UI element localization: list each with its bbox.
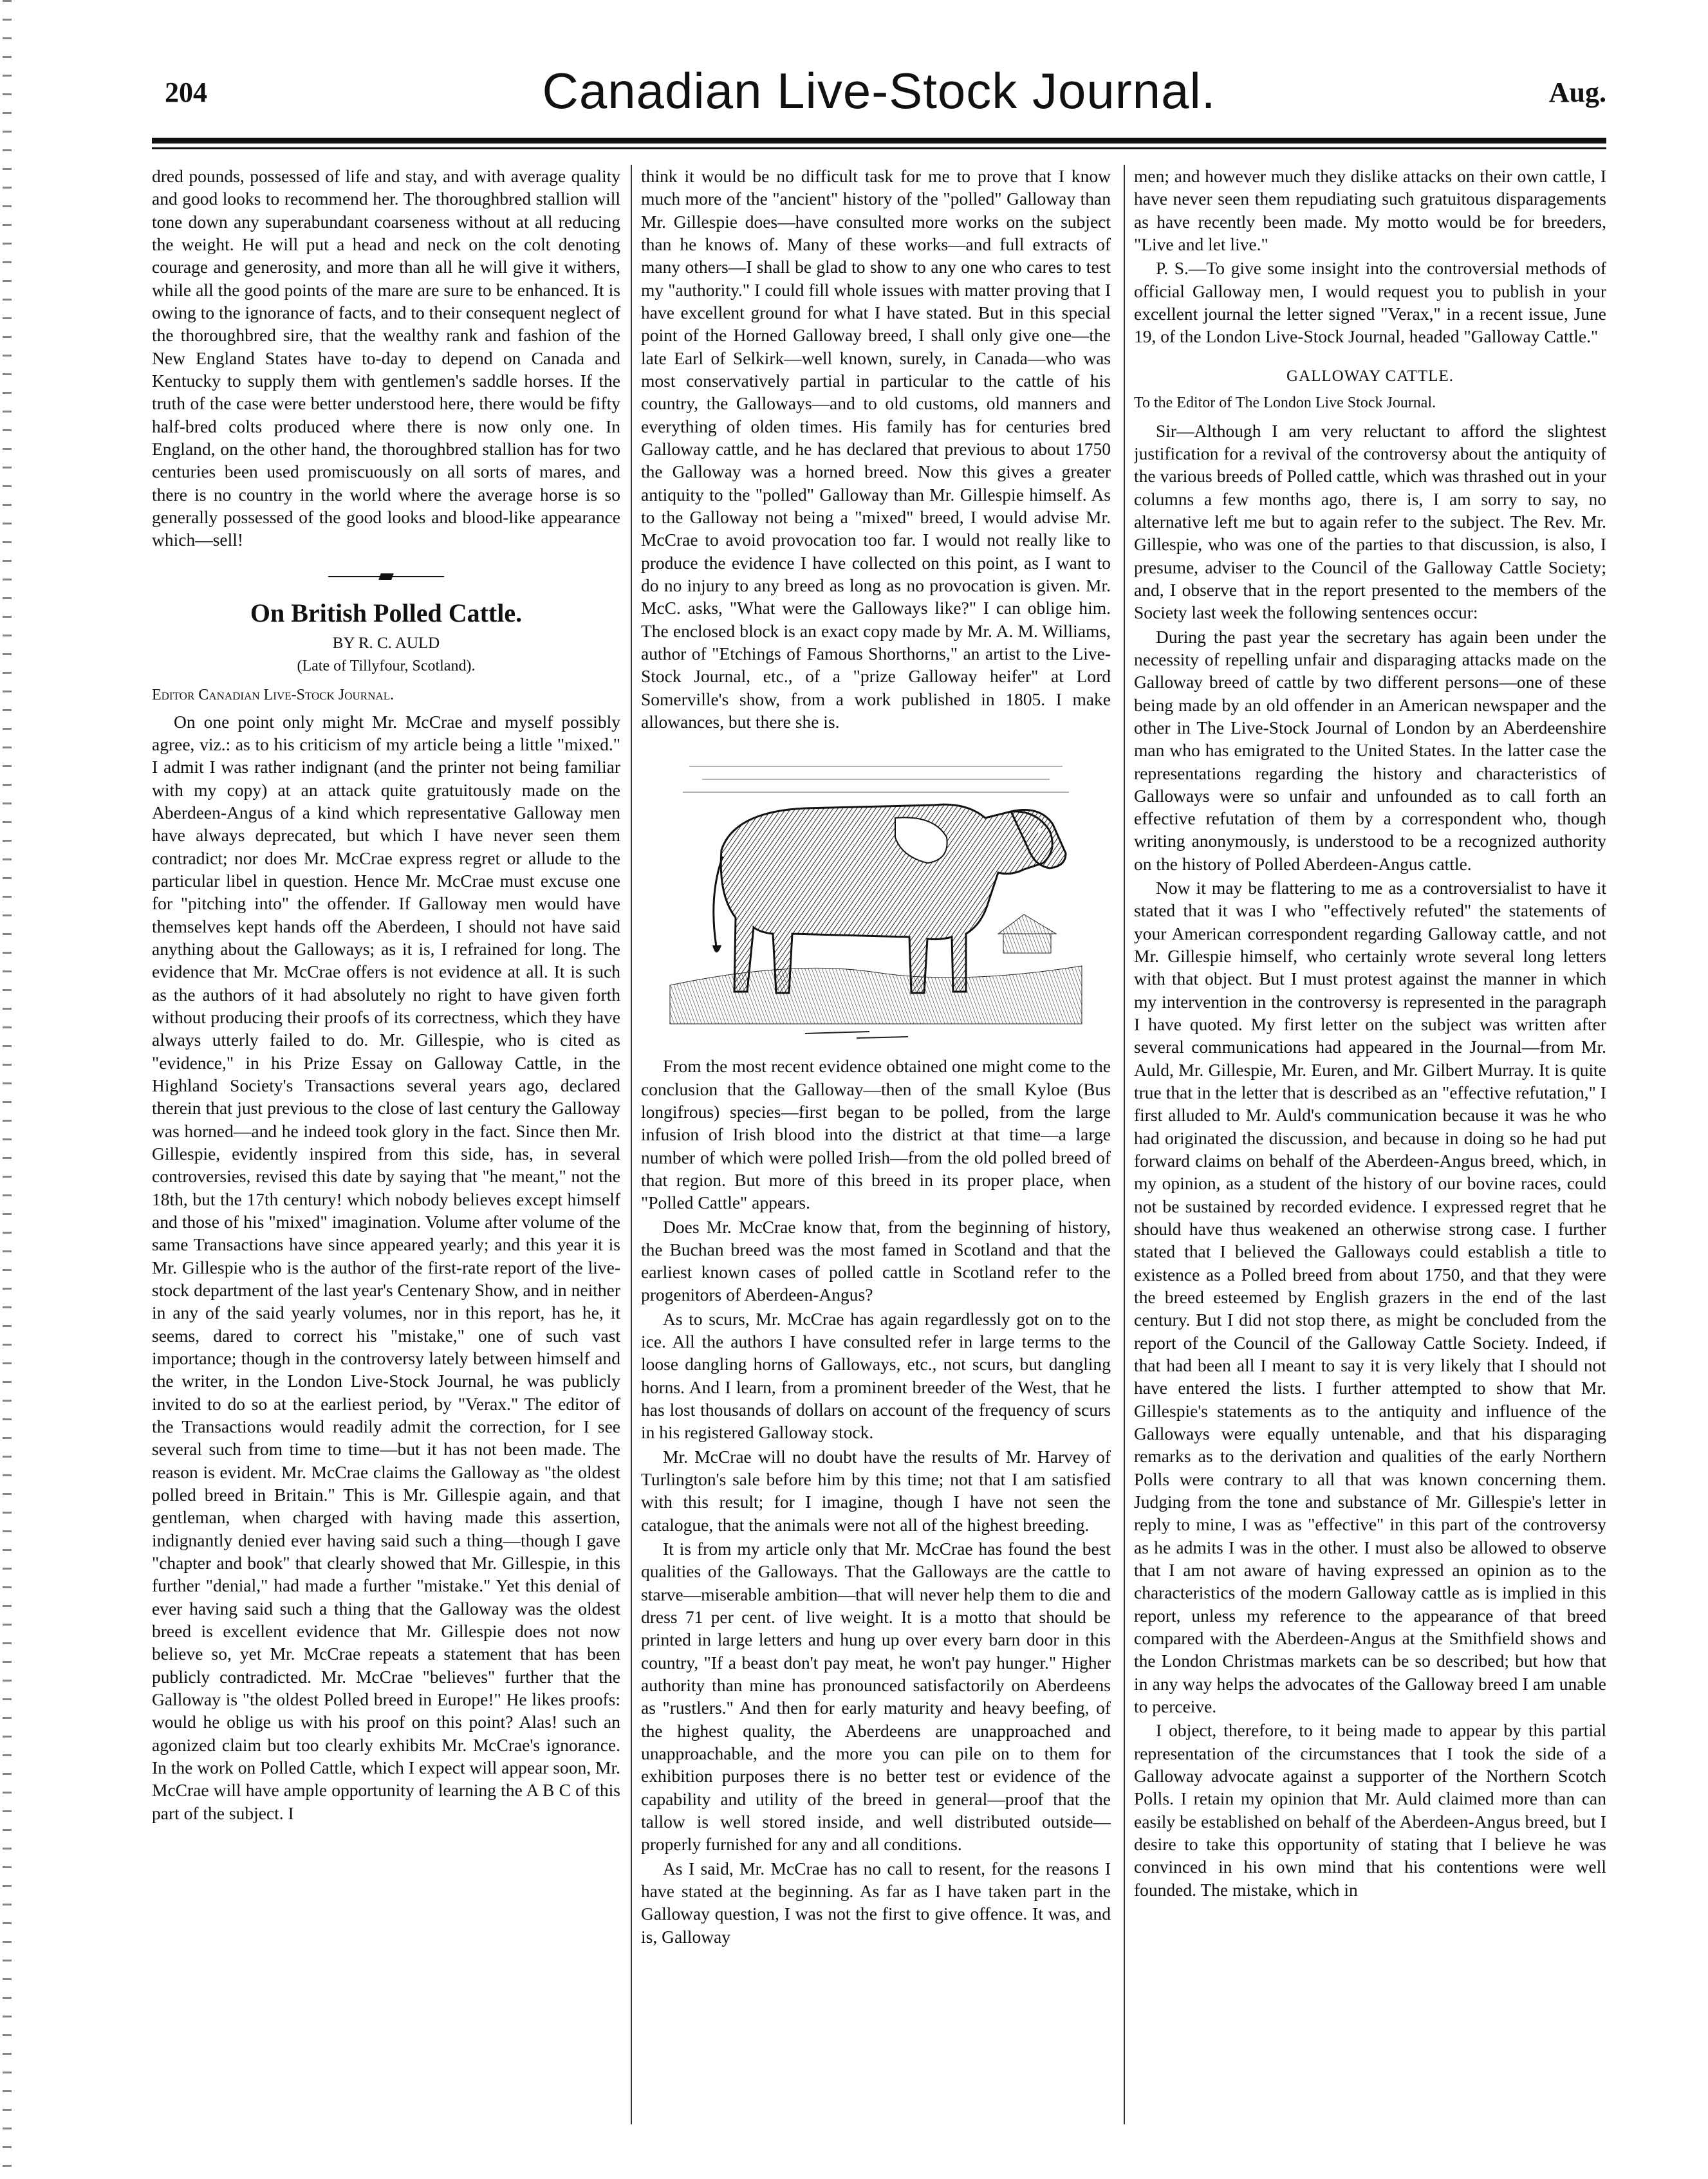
column-left: [152, 165, 620, 2124]
paragraph: Does Mr. McCrae know that, from the beginning of history, the Buchan breed was the most famed in Scotland and that the earliest known cases of polled cattle in Scotland refer to the progenitors of Aberdeen-Angus?: [641, 1216, 1111, 1305]
header-rule-thick: [152, 138, 1606, 144]
paragraph: Now it may be flattering to me as a controversialist to have it stated that it was I who "effectively refuted" the statements of your American correspondent regarding Galloway cattle, and not Mr. Gillespie himself, who certainly wrote several long letters with that object. But I must protest against the manner in which my intervention in the controversy is represented in the paragraph I have quoted. My first letter on the subject was written after several communications had appeared in the Journal—from Mr. Auld, Mr. Gillespie, Mr. Euren, and Mr. Gilbert Murray. It is quite true that in the letter that is described as an "effective refutation," I first alluded to Mr. Auld's communication because it was he who had originated the discussion, and because in doing so he had put forward claims on behalf of the Aberdeen-Angus breed, which, in my opinion, as a student of the history of our bovine races, could not be sustained by recorded evidence. I expressed regret that he should have thus weakened an otherwise strong case. I further stated that I believed the Galloways could establish a title to existence as a Polled breed from about 1750, and that they were the breed esteemed by English grazers in the end of the last century. But I did not stop there, as might be concluded from the report of the Council of the Galloway Cattle Society. Indeed, if that had been all I meant to say it is very likely that I should not have entered the lists. I further attempted to show that Mr. Gillespie's statements as to the antiquity and influence of the Galloways were equally untenable, and that his disparaging remarks as to the derivation and qualities of the early Northern Polls were contrary to all that was known concerning them. Judging from the tone and substance of Mr. Gillespie's letter in reply to mine, I was as "effective" in this part of the controversy as he admits I was in the other. I must also be allowed to observe that I am not aware of having expressed an opinion as to the characteristics of the modern Galloway cattle as is implied in this report, unless my reference to the appearance of that breed compared with the Aberdeen-Angus at the Smithfield shows and the London Christmas markets can be so described; but how that in any way helps the advocates of the Galloway breed I am unable to perceive.: [1134, 878, 1606, 1716]
section-divider: [328, 575, 444, 579]
paragraph: I object, therefore, to it being made to appear by this partial representation of the circumstances that I took the side of a Galloway advocate against a supporter of the Northern Scotch Polls. I retain my opinion that Mr. Auld claimed more than can easily be established on behalf of the Aberdeen-Angus breed, but I desire to take this opportunity of stating that I believe he was convinced in his own mind that his contentions were well founded. The mistake, which in: [1134, 1720, 1606, 1900]
byline: BY R. C. AULD: [332, 634, 440, 652]
article-title: On British Polled Cattle.: [250, 598, 523, 627]
salutation: Editor Canadian Live-Stock Journal.: [152, 686, 395, 703]
journal-title: Canadian Live-Stock Journal.: [542, 62, 1216, 119]
letter-address: To the Editor of The London Live Stock Journal.: [1134, 394, 1436, 411]
paragraph: Mr. McCrae will no doubt have the results of Mr. Harvey of Turlington's sale before him by this time; not that I am satisfied with this result; for I imagine, though I have not seen the catalogue, that the animals were not all of the highest breeding.: [641, 1446, 1111, 1535]
paragraph: From the most recent evidence obtained one might come to the conclusion that the Galloway—then of the small Kyloe (Bus longifrous) species—first began to be polled, from the large infusion of Irish blood into the district at that time—a large number of which were polled Irish—from the old polled breed of that region. But more of this breed in its proper place, when "Polled Cattle" appears.: [641, 1056, 1111, 1213]
paragraph: During the past year the secretary has again been under the necessity of repelling unfair and disparaging attacks made on the Galloway breed of cattle by two different persons—one of these being made by an old offender in an American newspaper and the other in The Live-Stock Journal of London by an Aberdeenshire man who has emigrated to the United States. In the latter case the representations regarding the history and characteristics of Galloways were so unfair and unfounded as to call forth an effective refutation of them by a correspondent who, though writing anonymously, is understood to be a recognized authority on the history of Polled Aberdeen-Angus cattle.: [1134, 626, 1606, 874]
paragraph: Sir—Although I am very reluctant to afford the slightest justification for a revival of the controversy about the antiquity of the various breeds of Polled cattle, which was thrashed out in your columns a few months ago, there is, I am sorry to say, no alternative left me but to again refer to the subject. The Rev. Mr. Gillespie, who was one of the parties to that discussion, is also, I presume, adviser to the Council of the Galloway Cattle Society; and, I observe that in the report presented to the members of the Society last week the following sentences occur:: [1134, 420, 1606, 623]
paragraph: As to scurs, Mr. McCrae has again regardlessly got on to the ice. All the authors I have consulted refer in large terms to the loose dangling horns of Galloways, etc., not scurs, but dangling horns. And I learn, from a prominent breeder of the West, that he has lost thousands of dollars on account of the frequency of scurs in his registered Galloway stock.: [641, 1308, 1111, 1443]
section-title: GALLOWAY CATTLE.: [1286, 367, 1454, 385]
column-middle: [641, 165, 1111, 2124]
paragraph: As I said, Mr. McCrae has no call to resent, for the reasons I have stated at the beginning. As far as I have taken part in the Galloway question, I was not the first to give offence. It was, and is, Galloway: [641, 1858, 1111, 1947]
paragraph: dred pounds, possessed of life and stay, and with average quality and good looks to recommend her. The thoroughbred stallion will tone down any superabundant coarseness without at all reducing the weight. He will put a head and neck on the colt denoting courage and generosity, and more than all he will give it withers, while all the good points of the mare are sure to be enhanced. It is owing to the ignorance of facts, and to their consequent neglect of the thoroughbred sire, that the wealthy rank and fashion of the New England States have to-day to depend on Canada and Kentucky to supply them with gentlemen's saddle horses. If the truth of the case were better understood here, there would be fifty half-bred colts produced where there is now only one. In England, on the other hand, the thoroughbred stallion has for two centuries been used promiscuously on all sorts of mares, and there is no country in the world where the average horse is so generally possessed of the good looks and blood-like appearance which—sell!: [152, 166, 620, 550]
binding-edge: [3, 0, 12, 2179]
paragraph: think it would be no difficult task for me to prove that I know much more of the "ancient" history of the "polled" Galloway than Mr. Gillespie does—have consulted more works on the subject than he knows of. Many of these works—and full extracts of many others—I shall be glad to show to any one who cares to test my "authority." I could fill whole issues with matter proving that I have excellent ground for what I have stated. But in this special point of the Horned Galloway breed, I shall only give one—the late Earl of Selkirk—well known, surely, in Canada—who was most conservatively partial in particular to the cattle of his country, the Galloways—and to old customs, old manners and everything of olden times. His family has for centuries bred Galloway cattle, and he has declared that previous to about 1750 the Galloway was a horned breed. Now this gives a greater antiquity to the "polled" Galloway than Mr. Gillespie himself. As to the Galloway not being a "mixed" breed, I would advise Mr. McCrae to avoid provocation too far. I would not really like to produce the evidence I have collected on this point, as I want to do no injury to any breed as long as no provocation is given. Mr. McC. asks, "What were the Galloways like?" I can oblige him. The enclosed block is an exact copy made by Mr. A. M. Williams, author of "Etchings of Famous Shorthorns," an artist to the Live-Stock Journal, etc., of a "prize Galloway heifer" at Lord Somerville's show, from a work published in 1805. I make allowances, but there she is.: [641, 166, 1111, 732]
page-header: [152, 62, 1606, 133]
heifer-engraving-icon: [664, 741, 1088, 1043]
column-divider: [631, 165, 632, 2124]
paragraph: P. S.—To give some insight into the controversial methods of official Galloway men, I would request you to publish in your excellent journal the letter signed "Verax," in a recent issue, June 19, of the London Live-Stock Journal, headed "Galloway Cattle.": [1134, 258, 1606, 347]
byline-note: (Late of Tillyfour, Scotland).: [297, 658, 476, 675]
issue-month: Aug.: [1548, 77, 1606, 108]
paragraph: It is from my article only that Mr. McCrae has found the best qualities of the Galloways. That the Galloways are the cattle to starve—miserable ambition—that will never help them to die and dress 71 per cent. of live weight. It is a motto that should be printed in large letters and hung up over every barn door in this country, "If a beast don't pay meat, he won't pay hunger." Higher authority than mine has pronounced satisfactorily on Aberdeens as "rustlers." And then for early maturity and heavy beefing, of the highest quality, the Aberdeens are unapproached and unapproachable, and the more you can pile on to them for exhibition purposes there is no better test or evidence of the capability and utility of the breed in general—proof that the tallow is well stored inside, and well distributed outside—properly furnished for any and all conditions.: [641, 1539, 1111, 1855]
paragraph: On one point only might Mr. McCrae and myself possibly agree, viz.: as to his criticism of my article being a little "mixed." I admit I was rather indignant (and the printer not being familiar with my copy) at an attack quite gratuitously made on the Aberdeen-Angus of a kind which representative Galloway men have always deprecated, but which I have never seen them contradict; nor does Mr. McCrae express regret or allude to the particular libel in question. Hence Mr. McCrae must excuse one for "pitching into" the offender. If Galloway men would have themselves kept hands off the Aberdeen, I should not have said anything about the Galloways; as it is, I refrained for long. The evidence that Mr. McCrae offers is not evidence at all. It is such as the authors of it had absolutely no right to have given forth without producing their proofs of its correctness, which they have always utterly failed to do. Mr. Gillespie, who is cited as "evidence," in his Prize Essay on Galloway Cattle, in the Highland Society's Transactions several years ago, declared therein that just previous to the close of last century the Galloway was horned—and he indeed took glory in the fact. Since then Mr. Gillespie, evidently inspired from this side, has, in several controversies, revised this date by saying that "he meant," not the 18th, but the 17th century! which nobody believes except himself and those of his "mixed" imagination. Volume after volume of the same Transactions have since appeared yearly; and this year it is Mr. Gillespie who is the author of the first-rate report of the live-stock department of the last year's Centenary Show, and in neither in any of the said yearly volumes, nor in this report, has he, it seems, dared to correct his "mistake," one of such vast importance; though in the controversy lately between himself and the writer, in the London Live-Stock Journal, he was publicly invited to do so at the earliest period, by "Verax." The editor of the Transactions would readily admit the correction, for I see several such from time to time—but it has not been made. The reason is evident. Mr. McCrae claims the Galloway as "the oldest polled breed in Britain." This is Mr. Gillespie again, and that gentleman, when charged with having made this assertion, indignantly denied ever having said such a thing—though I gave "chapter and book" that clearly showed that Mr. Gillespie, in this further "denial," had made a further "mistake." Yet this denial of ever having said such a thing that the Galloway was the oldest breed is excellent evidence that Mr. Gillespie does not now believe so, yet Mr. McCrae repeats a statement that has been publicly contradicted. Mr. McCrae "believes" further that the Galloway is "the oldest Polled breed in Europe!" He likes proofs: would he oblige us with his proof on this point? Alas! such an agonized claim but too clearly exhibits Mr. McCrae's ignorance. In the work on Polled Cattle, which I expect will appear soon, Mr. McCrae will have ample opportunity of learning the A B C of this part of the subject. I: [152, 711, 620, 1823]
column-right: [1134, 165, 1606, 2124]
page-number: 204: [165, 77, 207, 108]
column-divider: [1124, 165, 1125, 2124]
header-rule-thin: [152, 147, 1606, 149]
paragraph: men; and however much they dislike attacks on their own cattle, I have never seen them repudiating such gratuitous disparagements as have recently been made. My motto would be for breeders, "Live and let live.": [1134, 166, 1606, 254]
